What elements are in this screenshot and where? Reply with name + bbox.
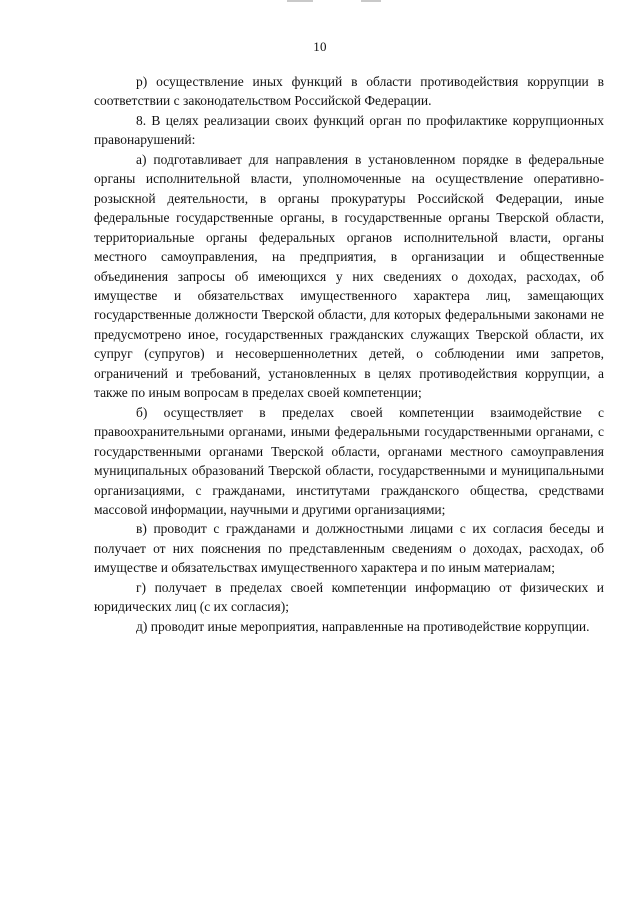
page-number: 10 — [313, 39, 327, 54]
scan-artifact-mark — [287, 0, 313, 2]
paragraph-clause-8: 8. В целях реализации своих функций орган по профилактике коррупционных правонарушений: — [94, 112, 604, 148]
paragraph-item-v: в) проводит с гражданами и должностными лицами с их согласия беседы и получает от них пояснения по представленным сведениям о доходах, расходах, об имуществе и обязательствах имущественного характера и по иным материалам; — [94, 521, 604, 576]
paragraph-item-d: д) проводит иные мероприятия, направленные на противодействие коррупции. — [136, 618, 590, 634]
document-body — [94, 72, 604, 636]
paragraph-item-g: г) получает в пределах своей компетенции информацию от физических и юридических лиц (с их согласия); — [94, 579, 604, 615]
scan-artifact-mark — [361, 0, 381, 2]
paragraph-item-b: б) осуществляет в пределах своей компетенции взаимодействие с правоохранительными органами, иными федеральными государственными органами, с государственными органами Тверской области, органами местного самоуправления муниципальных образований Тверской области, государственными и муниципальными организациями, с гражданами, институтами гражданского общества, средствами массовой информации, научными и другими организациями; — [94, 404, 604, 517]
paragraph-item-r: р) осуществление иных функций в области противодействия коррупции в соответствии с законодательством Российской Федерации. — [94, 74, 604, 109]
paragraph-item-a: а) подготавливает для направления в установленном порядке в федеральные органы исполнительной власти, уполномоченные на осуществление оперативно-розыскной деятельности, в органы прокуратуры Российской Федерации, иные федеральные государственные органы, в государственные органы Тверской области, территориальные органы федеральных органов исполнительной власти, органы местного самоуправления, на предприятия, в организации и общественные объединения запросы об имеющихся у них сведениях о доходах, расходах, об имуществе и обязательствах имущественного характера лиц, замещающих государственные должности Тверской области, для которых федеральными законами не предусмотрено иное, государственных гражданских служащих Тверской области, их супруг (супругов) и несовершеннолетних детей, о соблюдении ими запретов, ограничений и требований, установленных в целях противодействия коррупции, а также по иным вопросам в пределах своей компетенции; — [94, 151, 604, 401]
